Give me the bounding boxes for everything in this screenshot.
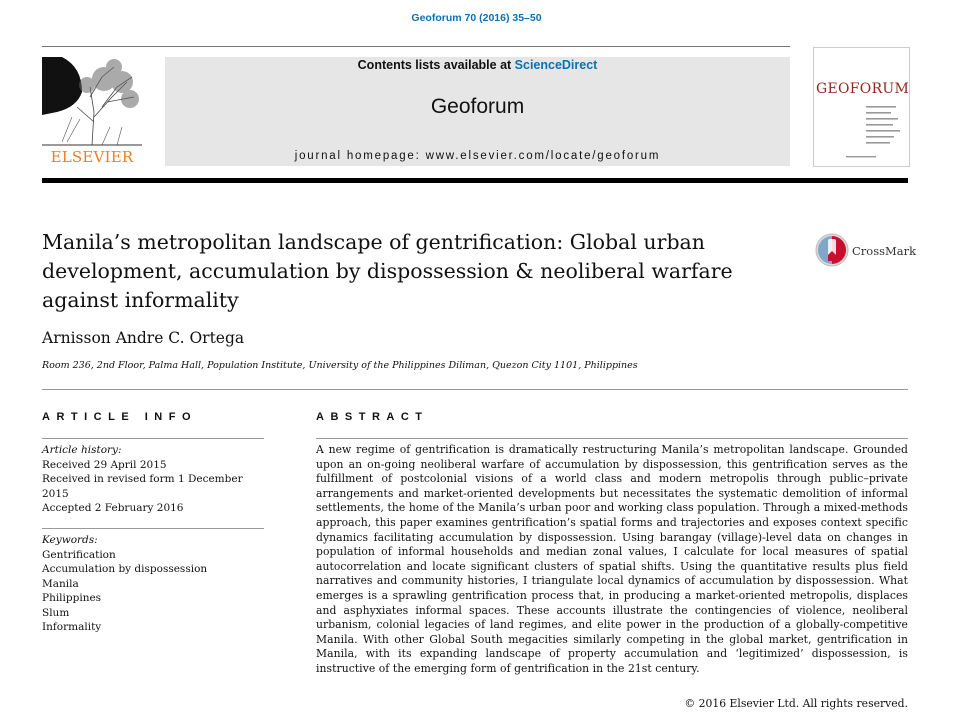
history-received: Received 29 April 2015 [42,458,167,471]
header-divider [42,178,908,183]
abstract-divider [316,438,908,439]
keywords-divider [42,528,264,529]
keyword-item: Informality [42,621,102,633]
journal-homepage[interactable]: journal homepage: www.elsevier.com/locate/geoforum [294,150,661,162]
journal-cover[interactable] [813,47,910,167]
crossmark-icon [815,233,849,267]
keywords-list [42,533,272,635]
article-info-divider [42,438,264,439]
crossmark-badge[interactable] [815,233,915,269]
sciencedirect-link[interactable]: ScienceDirect [514,58,598,72]
keyword-item: Slum [42,606,70,619]
elsevier-wordmark: ELSEVIER [50,148,134,166]
history-accepted: Accepted 2 February 2016 [42,502,184,514]
crossmark-label: CrossMark [852,244,917,258]
elsevier-logo[interactable] [42,57,142,167]
contents-available-text: Contents lists available at [357,58,515,72]
keyword-item: Accumulation by dispossession [42,563,208,575]
article-info-heading: ARTICLE INFO [42,411,197,423]
author-affiliation: Room 236, 2nd Floor, Palma Hall, Population Institute, University of the Philippines Diliman, Quezon City 1101, Philippines [42,360,638,371]
top-divider [42,46,790,47]
copyright-notice: © 2016 Elsevier Ltd. All rights reserved. [684,697,908,710]
journal-citation[interactable]: Geoforum 70 (2016) 35–50 [411,12,542,24]
article-history [42,443,272,516]
journal-name: Geoforum [430,95,525,118]
keyword-item: Philippines [42,592,102,604]
keywords-label: Keywords: [42,534,98,546]
abstract-heading: ABSTRACT [316,411,429,423]
journal-banner [165,57,790,166]
abstract-text: A new regime of gentrification is dramatically restructuring Manila’s metropolitan landscape. Grounded upon an on-going neoliberal warfare of accumulation by dispossession, this gentrification serves as the fulfillment of postcolonial visions of a world class and modern metropolis through public–private arrangements and market-oriented developments but necessitates the systematic demolition of informal settlements, the home of the Manila’s urban poor and working class population. Through a mixed-methods approach, this paper examines gentrification’s spatial forms and trajectories and exposes context specific dynamics facilitating accumulation by dispossession. Using barangay (village)-level data on changes in population of informal households and median zonal values, I calculate for local measures of spatial autocorrelation and locate significant clusters of spatial shifts. Using the quantitative results plus field narratives and community histories, I triangulate local dynamics of accumulation by dispossession. What emerges is a sprawling gentrification process that, in producing a market-oriented metropolis, displaces and asphyxiates informal spaces. These accounts illustrate the contingencies of violence, neoliberal urbanism, colonial legacies of land regimes, and elite power in the production of a globally-competitive Manila. With other Global South megacities similarly competing in the global market, gentrification in Manila, with its expanding landscape of property accumulation and ‘legitimized’ dispossession, is instructive of the emerging form of gentrification in the 21st century. [316,443,908,675]
cover-title: GEOFORUM [816,81,910,97]
keyword-item: Gentrification [42,548,116,561]
article-title: Manila’s metropolitan landscape of gentrification: Global urban development, accumulation by dispossession & neoliberal warfare against informality [42,230,733,312]
cover-text-lines-icon [814,48,909,166]
history-revised: Received in revised form 1 December 2015 [42,473,243,500]
author-name[interactable]: Arnisson Andre C. Ortega [42,329,245,347]
article-history-label: Article history: [42,444,122,456]
section-divider [42,389,908,390]
contents-available-line [165,58,790,72]
keyword-item: Manila [42,577,79,590]
